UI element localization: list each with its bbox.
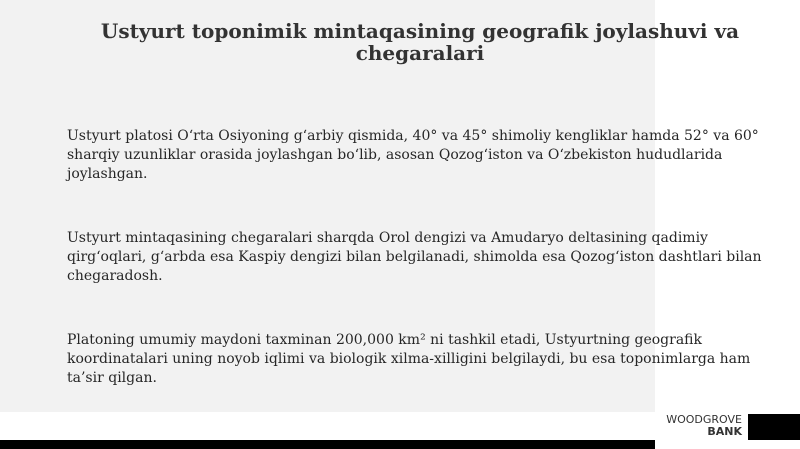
slide-title: Ustyurt toponimik mintaqasining geografik joylashuvi va chegaralari: [100, 19, 740, 65]
corner-block: [748, 414, 800, 440]
paragraph-borders: Ustyurt mintaqasining chegaralari sharqda Orol dengizi va Amudaryo deltasining qadimiy qirg‘oqlari, g‘arbda esa Kaspiy dengizi bilan belgilanadi, shimolda esa Qozog‘iston dashtlari bilan chegaradosh.: [67, 230, 762, 284]
bottom-bar: [0, 440, 655, 449]
logo-line-2: BANK: [707, 425, 742, 438]
paragraph-location: Ustyurt platosi O‘rta Osiyoning g‘arbiy qismida, 40° va 45° shimoliy kengliklar hamda 52° va 60° sharqiy uzunliklar orasida joylashgan bo‘lib, asosan Qozog‘iston va O‘zbekiston hududlarida joylashgan.: [67, 128, 759, 182]
logo-line-1: WOODGROVE: [666, 413, 742, 426]
woodgrove-bank-logo: [656, 414, 742, 438]
paragraph-area: Platoning umumiy maydoni taxminan 200,000 km² ni tashkil etadi, Ustyurtning geografik koordinatalari uning noyob iqlimi va biologik xilma-xilligini belgilaydi, bu esa toponimlarga ham ta’sir qilgan.: [67, 332, 751, 386]
